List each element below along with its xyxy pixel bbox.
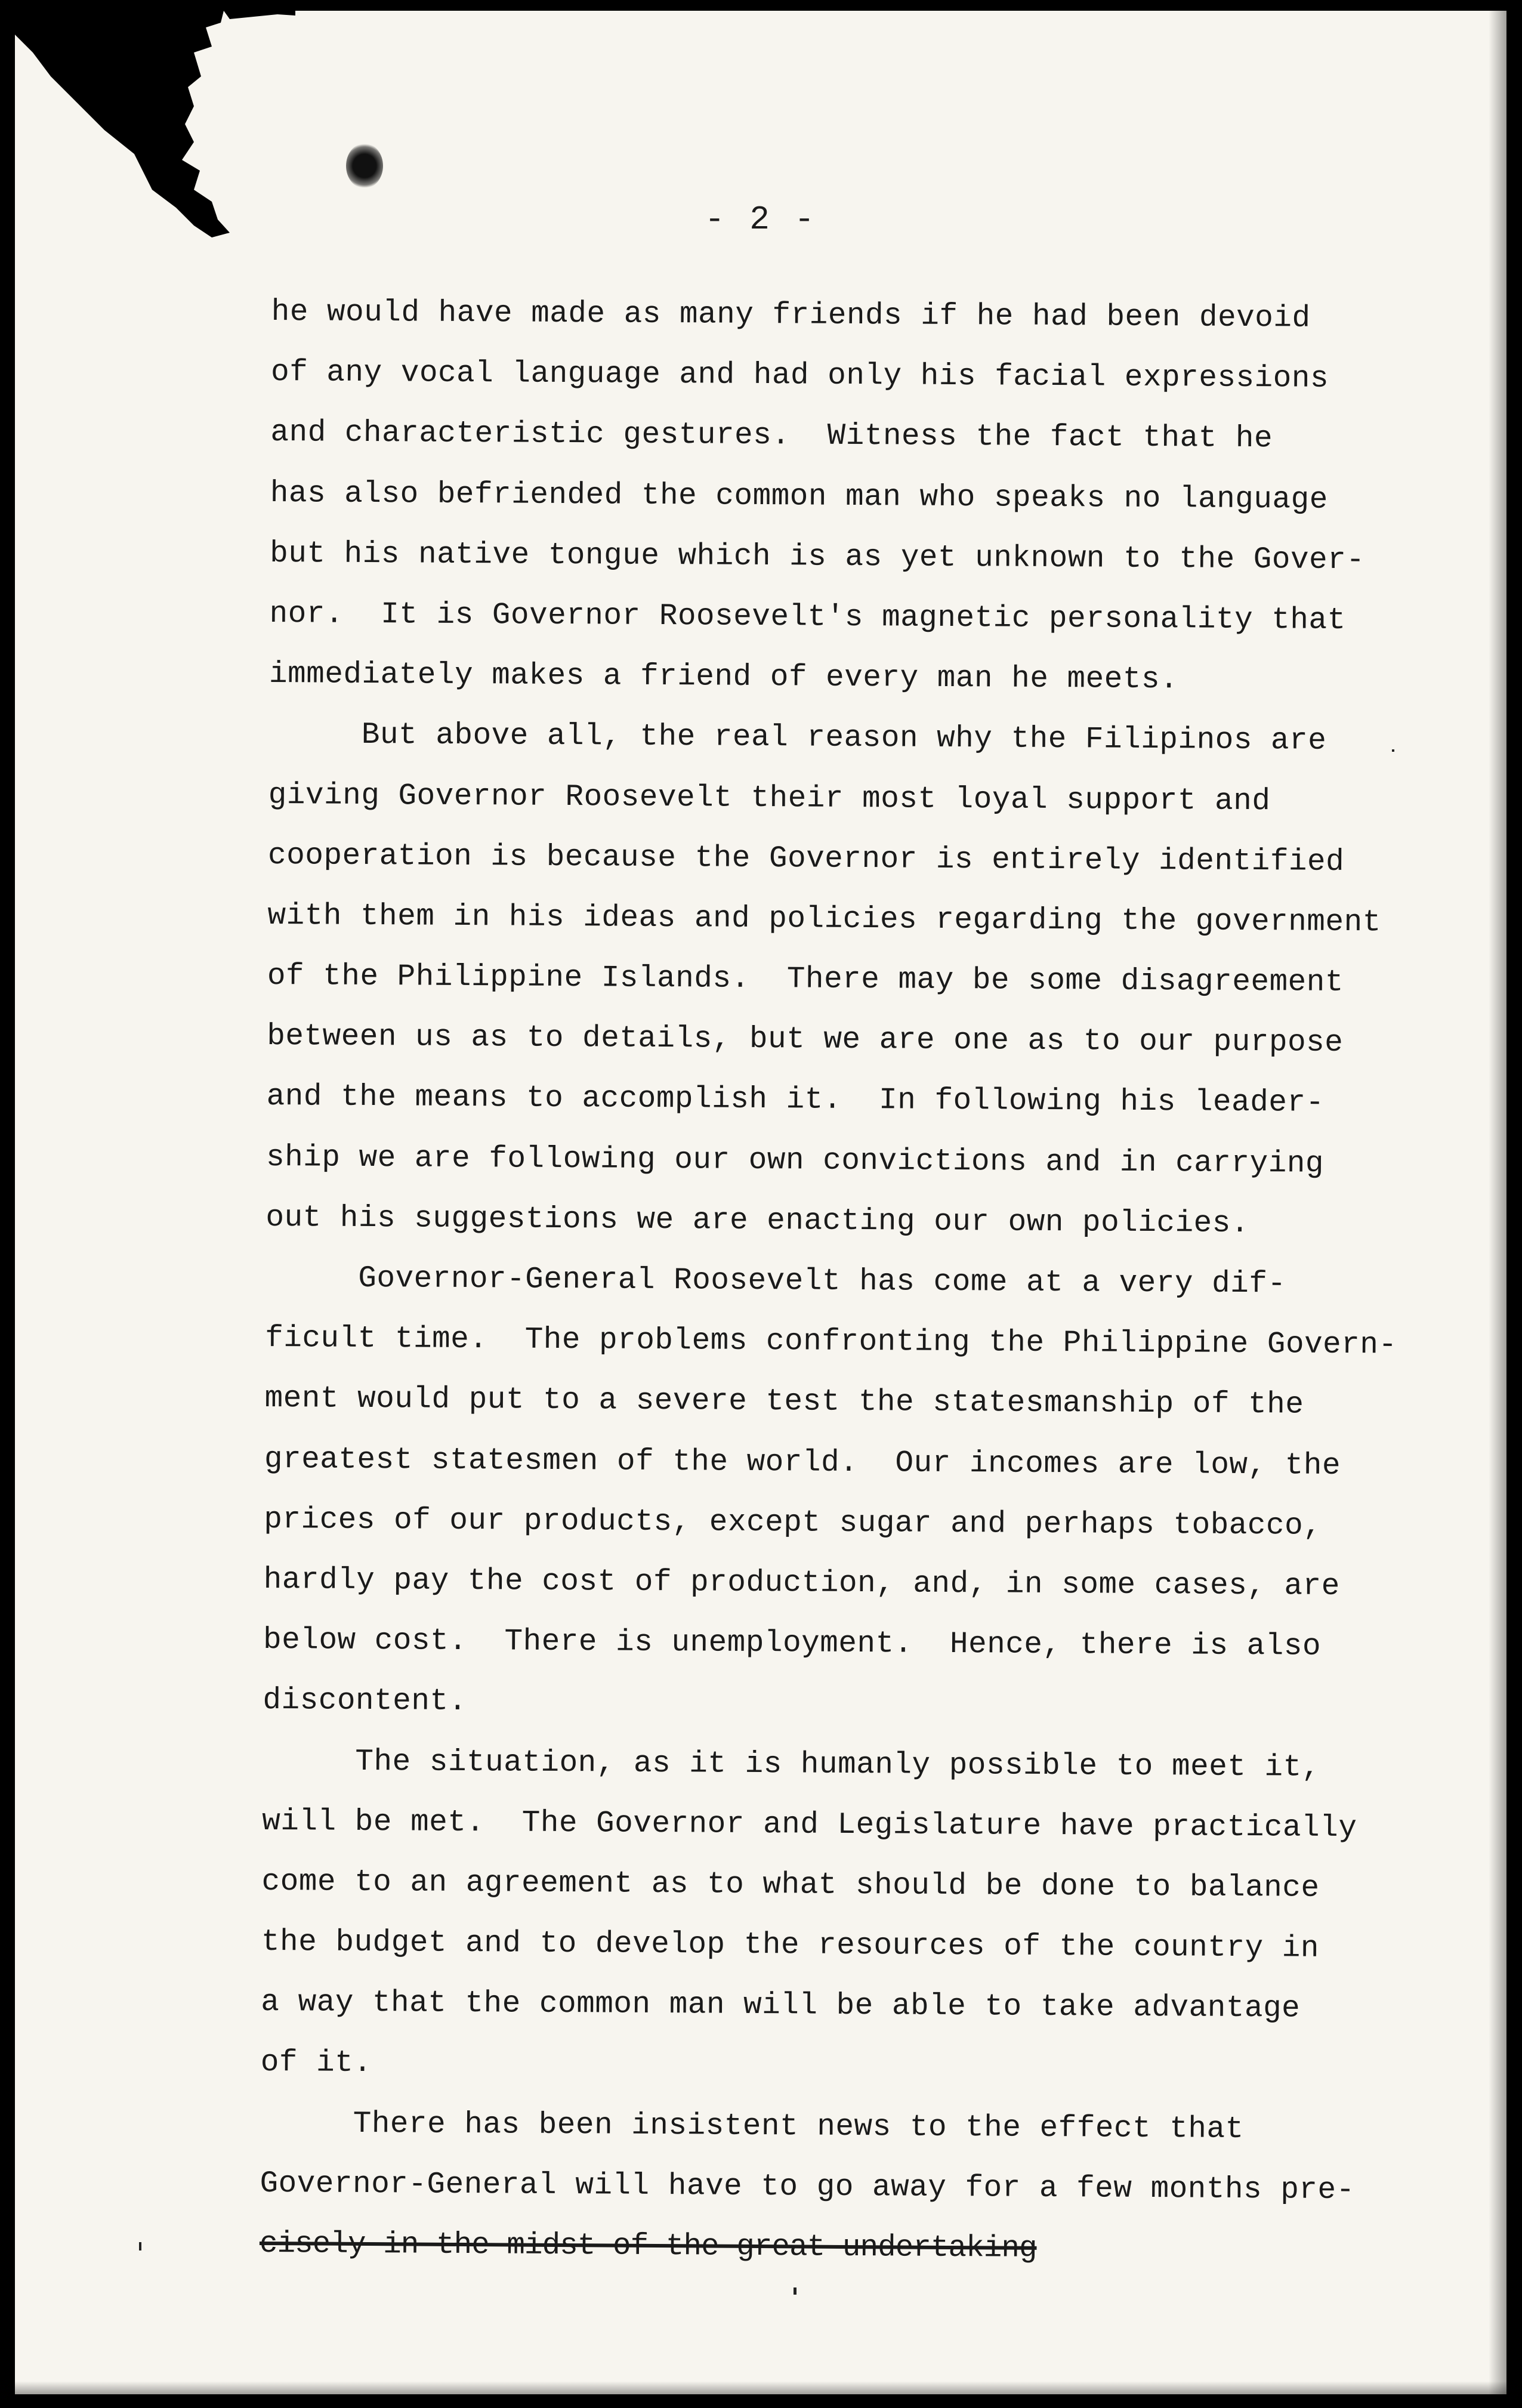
text-line: hardly pay the cost of production, and, in some cases, are xyxy=(263,1563,1340,1604)
page-edge-shadow xyxy=(1489,11,1506,2394)
text-line: he would have made as many friends if he had been devoid xyxy=(271,295,1311,336)
text-line: will be met. The Governor and Legislature have practically xyxy=(262,1804,1357,1845)
text-line: of it. xyxy=(260,2046,372,2081)
text-line: Governor-General will have to go away for a few months pre- xyxy=(260,2166,1355,2208)
text-line: come to an agreement as to what should be done to balance xyxy=(261,1864,1320,1906)
text-line: nor. It is Governor Roosevelt's magnetic personality that xyxy=(269,597,1346,638)
text-line: below cost. There is unemployment. Hence, there is also xyxy=(263,1623,1322,1664)
text-line: cooperation is because the Governor is entirely identified xyxy=(267,838,1345,879)
document-page xyxy=(15,11,1506,2394)
text-line: but his native tongue which is as yet unknown to the Gover- xyxy=(270,536,1365,578)
ink-blot-mark xyxy=(346,143,383,189)
text-line: between us as to details, but we are one as to our purpose xyxy=(267,1020,1344,1061)
text-line: and characteristic gestures. Witness the fact that he xyxy=(270,416,1273,456)
text-line: the budget and to develop the resources of the country in xyxy=(261,1925,1320,1966)
text-line: There has been insistent news to the effect that xyxy=(260,2106,1244,2147)
text-line: and the means to accomplish it. In following his leader- xyxy=(266,1080,1325,1121)
stray-ink-dot xyxy=(139,2242,141,2250)
struck-through-line: cisely in the midst of the great undertaking xyxy=(259,2227,1037,2266)
text-line: immediately makes a friend of every man he meets. xyxy=(268,657,1179,697)
text-line: of the Philippine Islands. There may be some disagreement xyxy=(267,959,1344,1001)
text-line: Governor-General Roosevelt has come at a very dif- xyxy=(265,1261,1286,1302)
text-line: discontent. xyxy=(263,1684,467,1719)
stray-ink-dot xyxy=(1392,749,1394,752)
page-number: - 2 - xyxy=(704,200,817,239)
page-edge-shadow xyxy=(15,2381,1506,2394)
text-line: a way that the common man will be able to take advantage xyxy=(261,1986,1301,2026)
text-line: ship we are following our own convictions and in carrying xyxy=(265,1140,1325,1181)
stray-ink-dot xyxy=(794,2287,796,2295)
text-line: giving Governor Roosevelt their most loyal support and xyxy=(268,778,1271,819)
text-line: of any vocal language and had only his facial expressions xyxy=(270,356,1329,397)
text-line: ment would put to a severe test the statesmanship of the xyxy=(264,1382,1304,1422)
text-line: ficult time. The problems confronting the Philippine Govern- xyxy=(265,1322,1397,1363)
text-line: But above all, the real reason why the Filipinos are xyxy=(268,718,1327,759)
typed-body-text xyxy=(260,282,1435,2282)
text-line: with them in his ideas and policies regarding the government xyxy=(267,899,1381,940)
text-line: out his suggestions we are enacting our own policies. xyxy=(265,1200,1250,1241)
text-line: prices of our products, except sugar and perhaps tobacco, xyxy=(264,1502,1322,1543)
text-line: has also befriended the common man who speaks no language xyxy=(270,476,1328,517)
text-line: The situation, as it is humanly possible to meet it, xyxy=(262,1744,1320,1785)
text-line: greatest statesmen of the world. Our incomes are low, the xyxy=(264,1442,1341,1483)
